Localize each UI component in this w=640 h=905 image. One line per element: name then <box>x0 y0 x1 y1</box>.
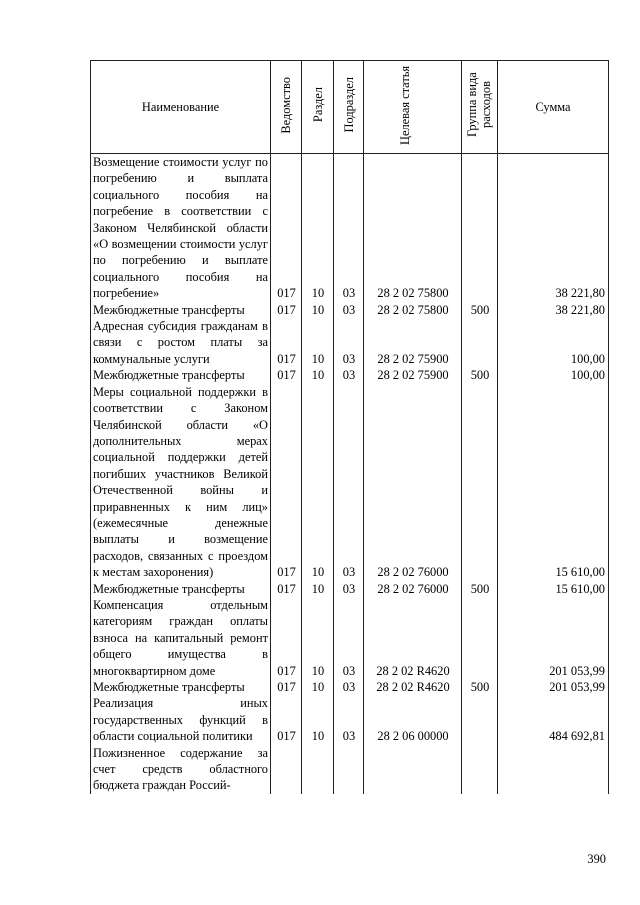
table-header-row <box>91 61 609 154</box>
cell-subsection: 03 <box>334 302 364 318</box>
table-row <box>91 384 609 581</box>
header-subsection <box>334 61 364 154</box>
cell-subsection: 03 <box>334 597 364 679</box>
cell-sum: 100,00 <box>498 367 609 383</box>
cell-article: 28 2 02 75800 <box>364 302 462 318</box>
header-dept-label: Ведомство <box>279 76 293 134</box>
cell-section: 10 <box>302 154 334 302</box>
cell-dept: 017 <box>271 154 302 302</box>
cell-article: 28 2 02 R4620 <box>364 597 462 679</box>
header-subsection-label: Подраздел <box>341 77 356 133</box>
cell-subsection: 03 <box>334 154 364 302</box>
header-article <box>364 61 462 154</box>
cell-name: Адресная субсидия гражданам в связи с ростом платы за коммунальные услуги <box>91 318 271 367</box>
cell-sum: 38 221,80 <box>498 302 609 318</box>
cell-group: 500 <box>462 302 498 318</box>
cell-article: 28 2 02 75900 <box>364 367 462 383</box>
header-group <box>462 61 498 154</box>
cell-group <box>462 745 498 794</box>
cell-article: 28 2 02 76000 <box>364 384 462 581</box>
table-row <box>91 679 609 695</box>
cell-subsection: 03 <box>334 695 364 744</box>
table-row <box>91 695 609 744</box>
header-sum: Сумма <box>498 61 609 154</box>
cell-name: Межбюджетные трансферты <box>91 367 271 383</box>
cell-article <box>364 745 462 794</box>
cell-dept: 017 <box>271 597 302 679</box>
cell-group <box>462 695 498 744</box>
table-body <box>91 154 609 794</box>
cell-group <box>462 597 498 679</box>
cell-dept: 017 <box>271 367 302 383</box>
table-row <box>91 745 609 794</box>
cell-article: 28 2 02 R4620 <box>364 679 462 695</box>
cell-name: Межбюджетные трансферты <box>91 581 271 597</box>
table-row <box>91 318 609 367</box>
cell-group: 500 <box>462 679 498 695</box>
cell-article: 28 2 02 76000 <box>364 581 462 597</box>
cell-article: 28 2 02 75900 <box>364 318 462 367</box>
cell-dept: 017 <box>271 318 302 367</box>
cell-section: 10 <box>302 367 334 383</box>
header-name: Наименование <box>91 61 271 154</box>
cell-dept: 017 <box>271 695 302 744</box>
cell-subsection: 03 <box>334 318 364 367</box>
cell-section: 10 <box>302 302 334 318</box>
table-row <box>91 597 609 679</box>
cell-group <box>462 154 498 302</box>
table-row <box>91 367 609 383</box>
cell-sum: 15 610,00 <box>498 581 609 597</box>
cell-name: Межбюджетные трансферты <box>91 302 271 318</box>
cell-name: Меры социальной поддержки в соответствии с Законом Челябинской области «О дополнительных мерах социальной поддержки детей погибших участников Великой Отечественной войны и приравненных к ним лиц» (ежемесячные денежные выплаты и возмещение расходов, связанных с проездом к местам захоронения) <box>91 384 271 581</box>
cell-name: Межбюджетные трансферты <box>91 679 271 695</box>
cell-article: 28 2 06 00000 <box>364 695 462 744</box>
table-row <box>91 581 609 597</box>
cell-section: 10 <box>302 695 334 744</box>
table-row <box>91 154 609 302</box>
cell-sum: 38 221,80 <box>498 154 609 302</box>
cell-sum: 100,00 <box>498 318 609 367</box>
cell-dept: 017 <box>271 679 302 695</box>
page-number: 390 <box>587 852 606 866</box>
cell-group: 500 <box>462 367 498 383</box>
cell-sum: 15 610,00 <box>498 384 609 581</box>
cell-dept: 017 <box>271 384 302 581</box>
header-section <box>302 61 334 154</box>
cell-group: 500 <box>462 581 498 597</box>
cell-sum: 484 692,81 <box>498 695 609 744</box>
cell-section: 10 <box>302 597 334 679</box>
cell-name: Возмещение стоимости услуг по погребению и выплата социального пособия на погребение в соответствии с Законом Челябинской области «О возмещении стоимости услуг по погребению и выплате социального пособия на погребение» <box>91 154 271 302</box>
cell-section <box>302 745 334 794</box>
budget-table <box>90 60 609 794</box>
cell-article: 28 2 02 75800 <box>364 154 462 302</box>
cell-dept <box>271 745 302 794</box>
cell-subsection: 03 <box>334 679 364 695</box>
cell-subsection <box>334 745 364 794</box>
cell-dept: 017 <box>271 581 302 597</box>
header-article-label: Целевая статья <box>397 65 412 145</box>
cell-subsection: 03 <box>334 384 364 581</box>
cell-dept: 017 <box>271 302 302 318</box>
cell-name: Реализация иных государственных функций в области социальной политики <box>91 695 271 744</box>
cell-section: 10 <box>302 679 334 695</box>
cell-section: 10 <box>302 318 334 367</box>
cell-sum: 201 053,99 <box>498 679 609 695</box>
header-dept <box>271 61 302 154</box>
cell-group <box>462 384 498 581</box>
cell-name: Пожизненное содержание за счет средств областного бюджета граждан Россий- <box>91 745 271 794</box>
cell-subsection: 03 <box>334 581 364 597</box>
cell-subsection: 03 <box>334 367 364 383</box>
table-row <box>91 302 609 318</box>
cell-section: 10 <box>302 581 334 597</box>
header-group-label: Группа вида расходов <box>464 72 493 138</box>
cell-sum: 201 053,99 <box>498 597 609 679</box>
cell-name: Компенсация отдельным категориям граждан оплаты взноса на капитальный ремонт общего имущества в многоквартирном доме <box>91 597 271 679</box>
header-section-label: Раздел <box>310 87 325 123</box>
cell-section: 10 <box>302 384 334 581</box>
cell-group <box>462 318 498 367</box>
cell-sum <box>498 745 609 794</box>
